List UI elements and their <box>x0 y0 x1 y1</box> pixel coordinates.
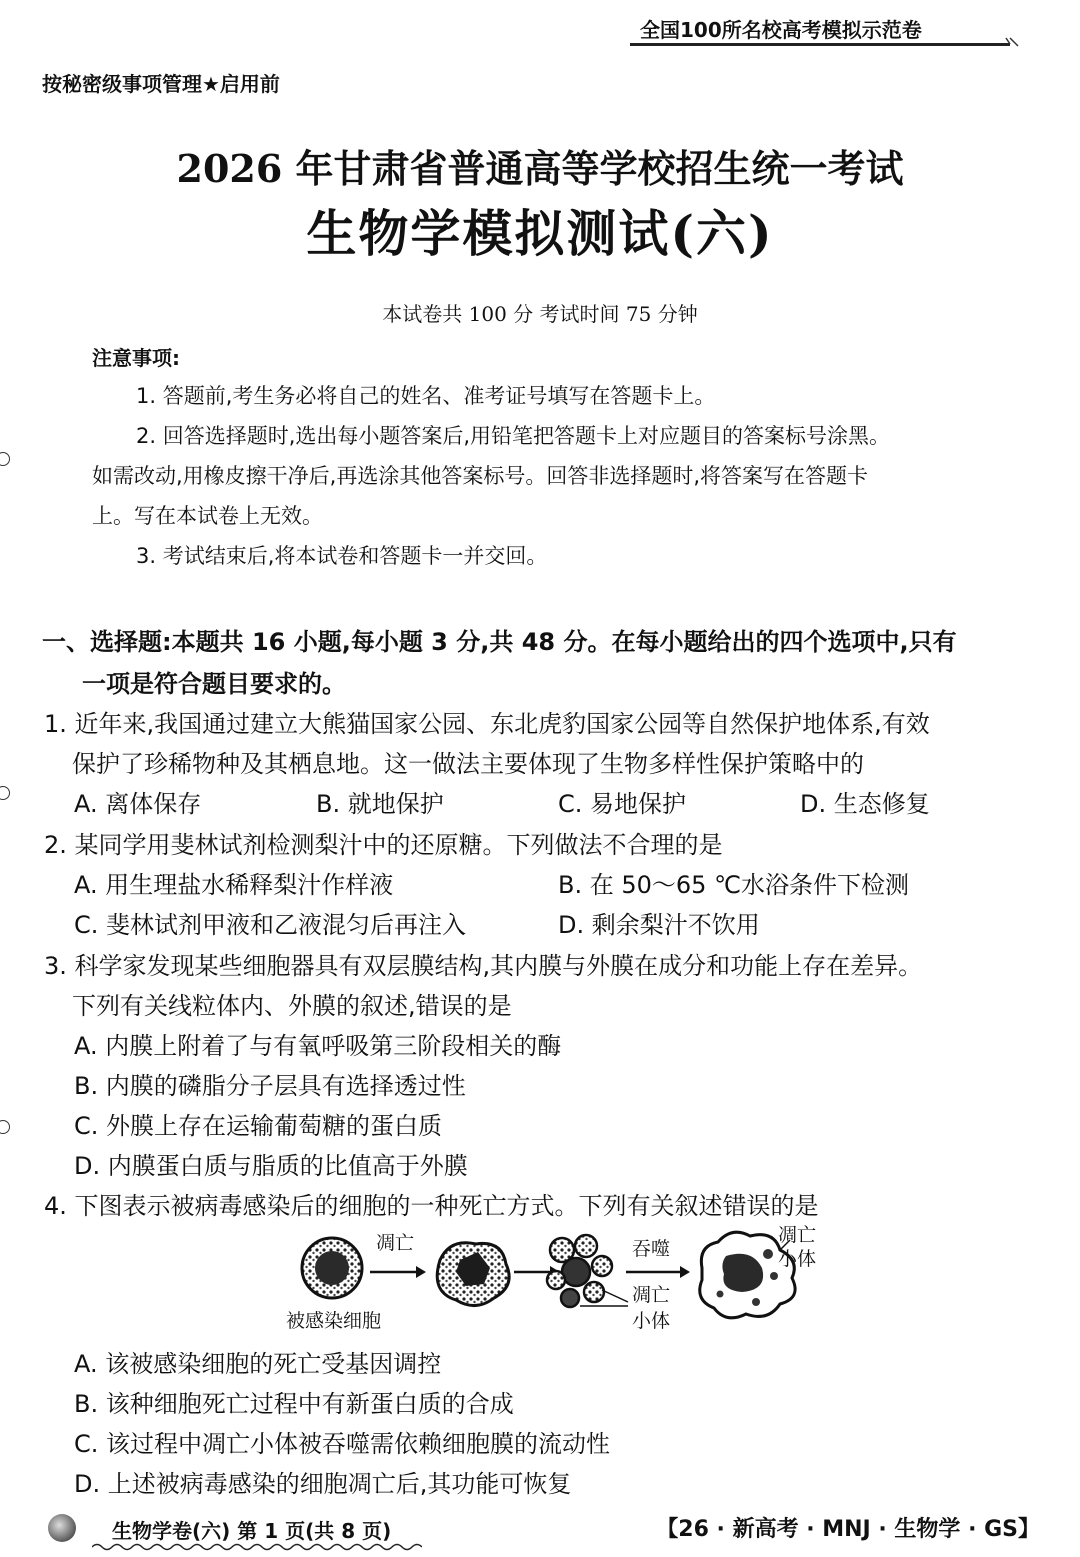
arrow-head-icon <box>680 1266 690 1278</box>
phagocytosis-arrow-label: 吞噬 <box>632 1238 671 1260</box>
question-1-stem: 1. 近年来,我国通过建立大熊猫国家公园、东北虎豹国家公园等自然保护地体系,有效 <box>44 710 930 738</box>
paper-title: 生物学模拟测试(六) <box>306 204 774 263</box>
apoptotic-body-label: 小体 <box>632 1310 671 1332</box>
question-2-stem: 2. 某同学用斐林试剂检测梨汁中的还原糖。下列做法不合理的是 <box>44 831 723 859</box>
apoptotic-bodies-icon <box>547 1235 612 1307</box>
question-3-option-a: A. 内膜上附着了与有氧呼吸第三阶段相关的酶 <box>74 1032 562 1060</box>
notice-item: 如需改动,用橡皮擦干净后,再选涂其他答案标号。回答非选择题时,将答案写在答题卡 <box>92 464 869 488</box>
secret-notice: 按秘密级事项管理★启用前 <box>42 72 280 96</box>
arrow-head-icon <box>416 1266 426 1278</box>
question-4-option-a: A. 该被感染细胞的死亡受基因调控 <box>74 1350 442 1378</box>
apoptosis-arrow-label: 凋亡 <box>376 1232 415 1254</box>
notice-item: 上。写在本试卷上无效。 <box>92 504 323 528</box>
apoptosis-diagram <box>280 1220 840 1332</box>
infected-cell-icon <box>302 1238 362 1298</box>
notice-item: 1. 答题前,考生务必将自己的姓名、准考证号填写在答题卡上。 <box>136 384 716 408</box>
question-1-option-c: C. 易地保护 <box>558 790 687 818</box>
question-2-option-c: C. 斐林试剂甲液和乙液混匀后再注入 <box>74 911 467 939</box>
apoptotic-body-label: 小体 <box>778 1248 817 1270</box>
binding-hole-icon <box>0 452 10 466</box>
section-heading-continued: 一项是符合题目要求的。 <box>82 670 346 698</box>
binding-hole-icon <box>0 1120 10 1134</box>
apoptotic-body-label: 凋亡 <box>632 1284 671 1306</box>
binding-hole-icon <box>0 786 10 800</box>
series-banner: 全国100所名校高考模拟示范卷 <box>640 18 922 42</box>
section-heading: 一、选择题:本题共 16 小题,每小题 3 分,共 48 分。在每小题给出的四个选项中,只有 <box>42 628 957 656</box>
footer-page-info: 生物学卷(六) 第 1 页(共 8 页) <box>112 1519 392 1543</box>
notice-item: 3. 考试结束后,将本试卷和答题卡一并交回。 <box>136 544 548 568</box>
question-4-stem: 4. 下图表示被病毒感染后的细胞的一种死亡方式。下列有关叙述错误的是 <box>44 1192 819 1220</box>
question-2-option-b: B. 在 50～65 ℃水浴条件下检测 <box>558 871 910 899</box>
question-4-option-d: D. 上述被病毒感染的细胞凋亡后,其功能可恢复 <box>74 1470 572 1498</box>
question-1-option-b: B. 就地保护 <box>316 790 444 818</box>
question-3-option-d: D. 内膜蛋白质与脂质的比值高于外膜 <box>74 1152 468 1180</box>
question-4-option-b: B. 该种细胞死亡过程中有新蛋白质的合成 <box>74 1390 514 1418</box>
question-3-stem-continued: 下列有关线粒体内、外膜的叙述,错误的是 <box>72 992 512 1020</box>
question-1-option-a: A. 离体保存 <box>74 790 202 818</box>
question-2-option-a: A. 用生理盐水稀释梨汁作样液 <box>74 871 394 899</box>
banner-rule <box>630 43 1010 46</box>
question-3-option-c: C. 外膜上存在运输葡萄糖的蛋白质 <box>74 1112 443 1140</box>
publisher-logo-icon <box>48 1514 76 1542</box>
apoptotic-body-label: 凋亡 <box>778 1224 817 1246</box>
exam-info: 本试卷共 100 分 考试时间 75 分钟 <box>382 302 698 326</box>
infected-cell-label: 被感染细胞 <box>286 1310 382 1332</box>
question-1-stem-continued: 保护了珍稀物种及其栖息地。这一做法主要体现了生物多样性保护策略中的 <box>72 750 864 778</box>
wavy-underline-icon <box>92 1542 422 1552</box>
shrinking-cell-icon <box>437 1243 509 1306</box>
question-2-option-d: D. 剩余梨汁不饮用 <box>558 911 760 939</box>
question-3-stem: 3. 科学家发现某些细胞器具有双层膜结构,其内膜与外膜在成分和功能上存在差异。 <box>44 952 923 980</box>
question-1-option-d: D. 生态修复 <box>800 790 930 818</box>
notice-item: 2. 回答选择题时,选出每小题答案后,用铅笔把答题卡上对应题目的答案标号涂黑。 <box>136 424 891 448</box>
question-4-option-c: C. 该过程中凋亡小体被吞噬需依赖细胞膜的流动性 <box>74 1430 611 1458</box>
notice-heading: 注意事项: <box>92 346 180 370</box>
footer-paper-code: 【26 · 新高考 · MNJ · 生物学 · GS】 <box>656 1517 1040 1542</box>
question-3-option-b: B. 内膜的磷脂分子层具有选择透过性 <box>74 1072 466 1100</box>
corner-mark-icon <box>1004 36 1020 48</box>
exam-title: 2026 年甘肃省普通高等学校招生统一考试 <box>176 146 904 191</box>
